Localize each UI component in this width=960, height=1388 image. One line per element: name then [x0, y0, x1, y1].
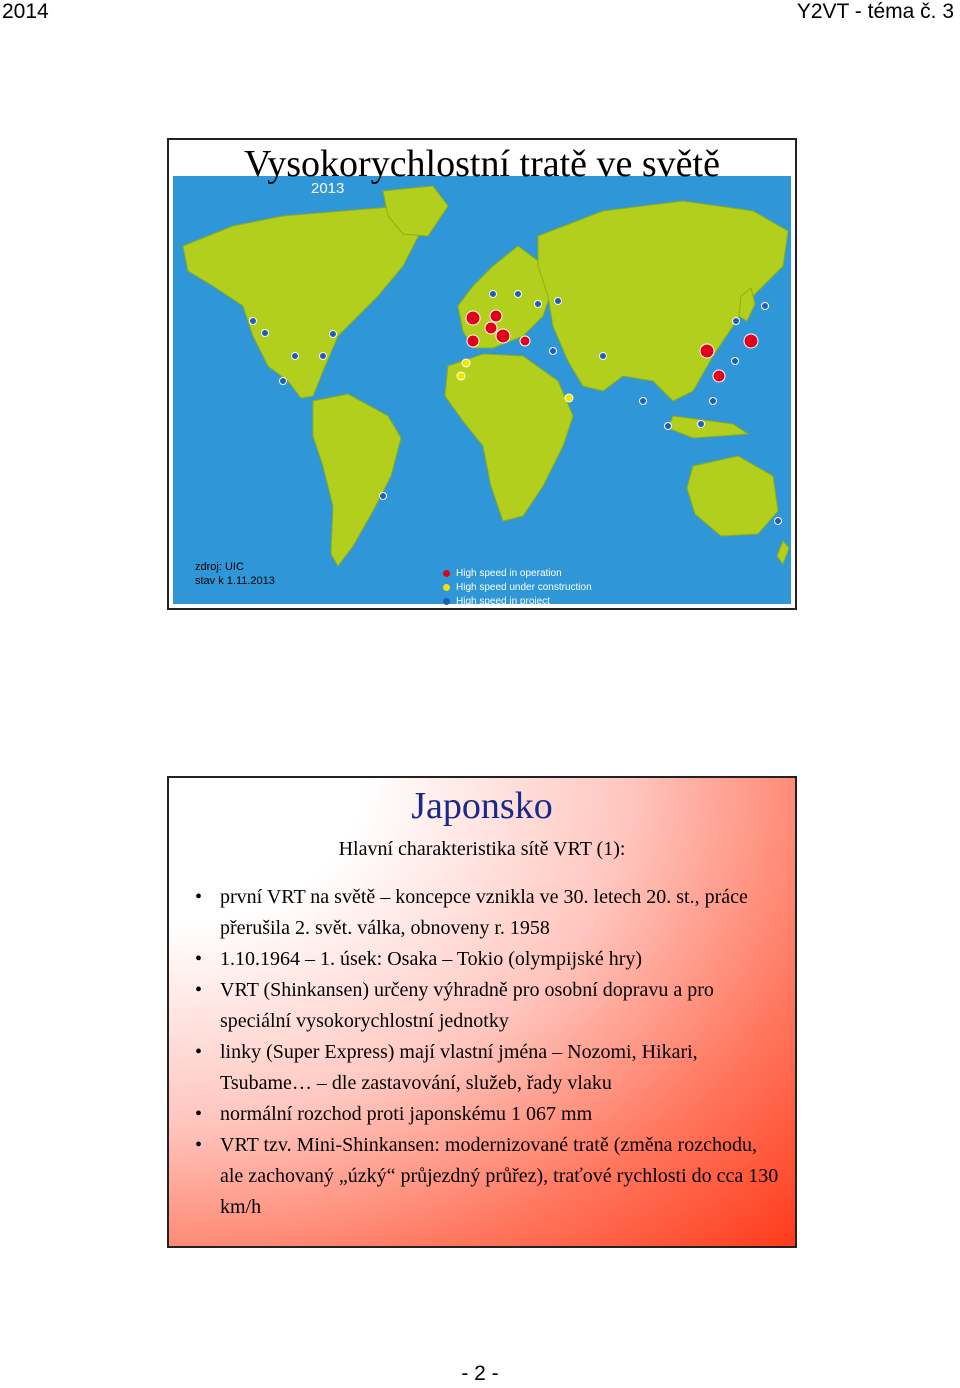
marker-in-project [380, 493, 387, 500]
source-line-1: zdroj: UIC [195, 561, 244, 573]
marker-under-construction [462, 359, 470, 367]
marker-in-operation [744, 334, 758, 348]
slide-japan [167, 776, 797, 1248]
marker-in-project [280, 378, 287, 385]
slide-world-map [167, 138, 797, 610]
marker-in-operation [496, 329, 510, 343]
marker-in-project [732, 358, 739, 365]
source-line-2: stav k 1.11.2013 [195, 575, 275, 587]
marker-in-project [550, 348, 557, 355]
marker-in-project [515, 291, 522, 298]
world-map-graphic [173, 176, 791, 604]
map-legend [443, 566, 592, 608]
legend-label: High speed in operation [456, 567, 562, 579]
world-map [173, 176, 791, 607]
marker-in-operation [490, 310, 502, 322]
bullet-item: • linky (Super Express) mají vlastní jména – Nozomi, Hikari, Tsubame… – dle zastavování, služeb, řady vlaku [195, 1037, 785, 1099]
marker-in-project [330, 331, 337, 338]
legend-dot-yellow [443, 584, 450, 591]
legend-item [443, 566, 592, 580]
legend-dot-blue [443, 598, 450, 605]
marker-in-project [535, 301, 542, 308]
marker-in-operation [467, 335, 479, 347]
marker-in-project [733, 318, 740, 325]
bullet-item: • 1.10.1964 – 1. úsek: Osaka – Tokio (olympijské hry) [195, 944, 785, 975]
marker-in-operation [520, 336, 530, 346]
bullet-item: • VRT (Shinkansen) určeny výhradně pro osobní dopravu a pro speciální vysokorychlostní jednotky [195, 975, 785, 1037]
slide-title: Japonsko [411, 785, 553, 827]
marker-in-project [600, 353, 607, 360]
marker-in-project [710, 398, 717, 405]
legend-label: High speed under construction [456, 581, 592, 593]
marker-in-project [698, 421, 705, 428]
bullet-item: • VRT tzv. Mini-Shinkansen: modernizované tratě (změna rozchodu, ale zachovaný „úzký“ průjezdný průřez), traťové rychlosti do cca 130 km/h [195, 1130, 785, 1223]
page-number: - 2 - [461, 1362, 499, 1385]
slide-title: Vysokorychlostní tratě ve světě [244, 143, 720, 185]
marker-in-operation [466, 311, 480, 325]
marker-in-project [762, 303, 769, 310]
bullet-item: • první VRT na světě – koncepce vznikla ve 30. letech 20. st., práce přerušila 2. svět. válka, obnoveny r. 1958 [195, 882, 785, 944]
marker-in-project [775, 518, 782, 525]
marker-in-operation [713, 370, 725, 382]
marker-in-project [665, 423, 672, 430]
marker-in-operation [485, 322, 497, 334]
marker-in-project [320, 353, 327, 360]
legend-label: High speed in project [456, 595, 550, 607]
map-source [195, 560, 275, 588]
marker-in-project [262, 330, 269, 337]
marker-in-project [640, 398, 647, 405]
marker-in-project [292, 353, 299, 360]
marker-in-project [490, 291, 497, 298]
marker-under-construction [457, 372, 465, 380]
bullet-item: • normální rozchod proti japonskému 1 067 mm [195, 1099, 785, 1130]
slide-subtitle: Hlavní charakteristika sítě VRT (1): [338, 838, 626, 860]
marker-in-operation [700, 344, 714, 358]
header-topic: Y2VT - téma č. 3 [796, 0, 954, 23]
legend-item [443, 580, 592, 594]
legend-dot-red [443, 570, 450, 577]
map-year: 2013 [311, 180, 345, 197]
marker-under-construction [565, 394, 573, 402]
bullet-list [195, 882, 785, 1223]
marker-in-project [555, 298, 562, 305]
header-year: 2014 [2, 0, 49, 23]
legend-item [443, 594, 592, 608]
marker-in-project [250, 318, 257, 325]
